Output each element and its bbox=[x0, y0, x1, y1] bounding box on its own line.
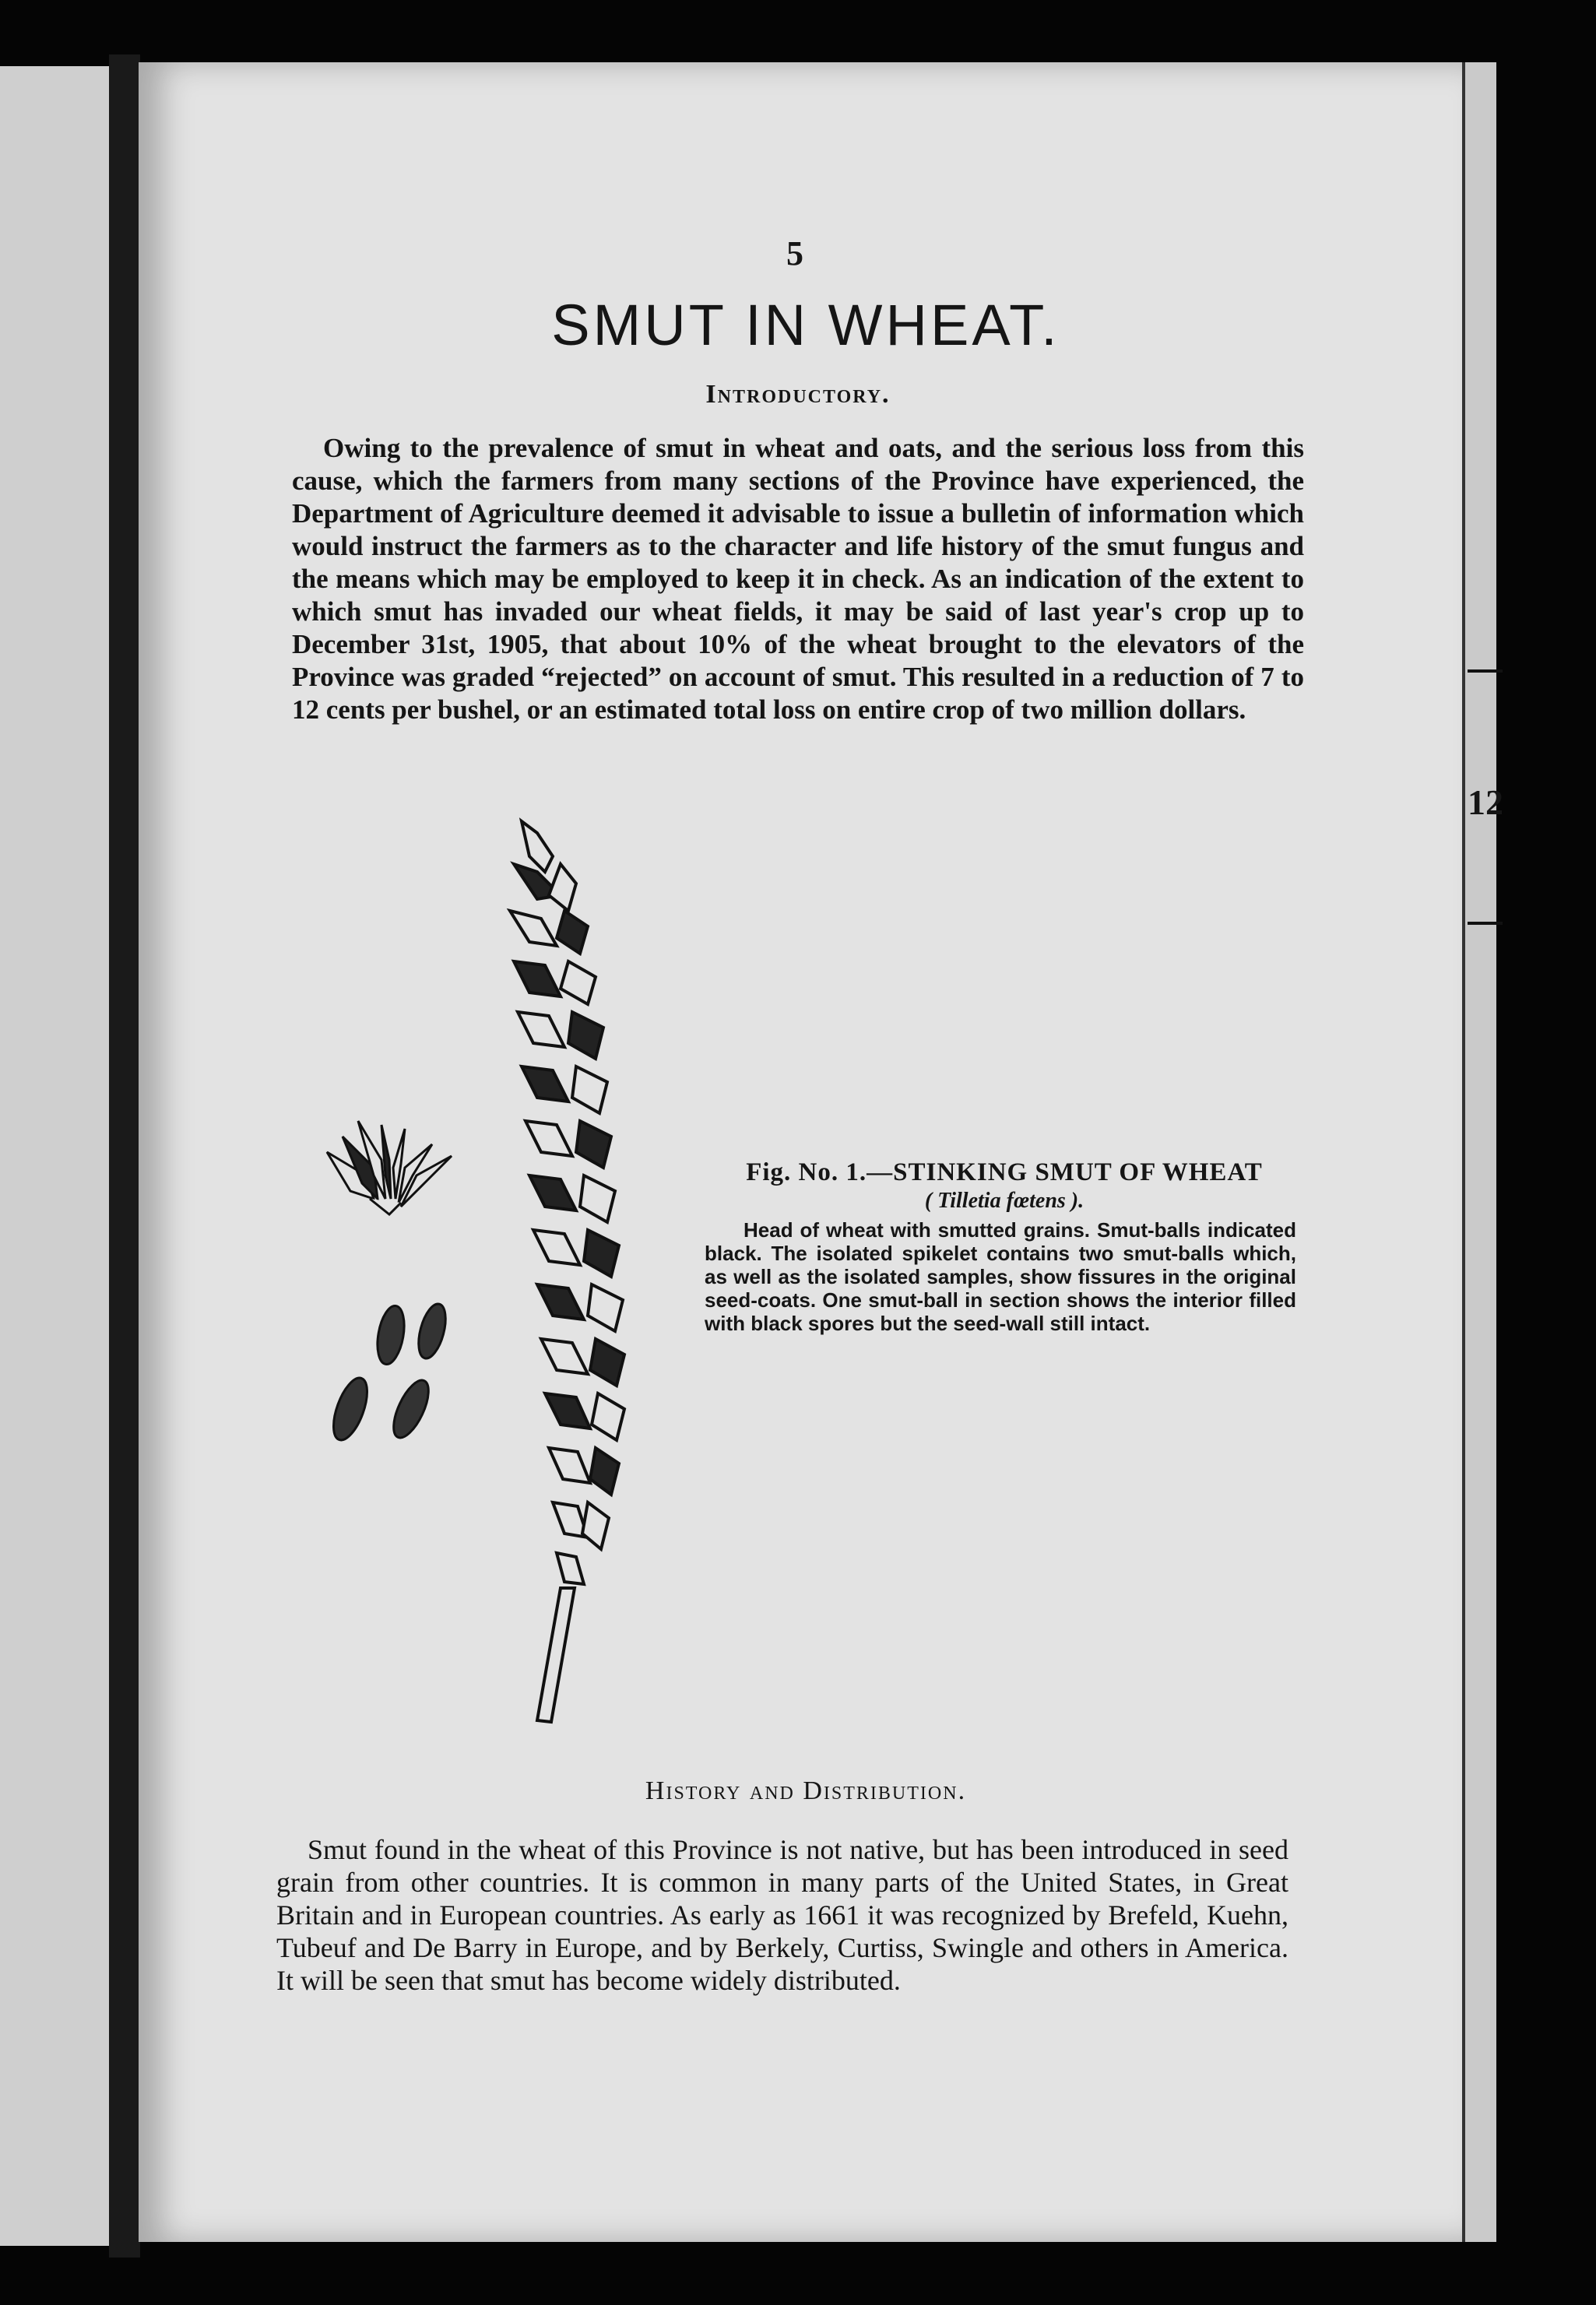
intro-paragraph: Owing to the prevalence of smut in wheat and oats, and the serious loss from this cause, which the farmers from many sections of the Province have experienced, the Department of Agriculture deemed it advisable to issue a bulletin of information which would instruct the farmers as to the character and life history of the smut fungus and the means which may be employed to keep it in check. As an indication of the extent to which smut has invaded our wheat fields, it may be said of last year's crop up to December 31st, 1905, that about 10% of the wheat brought to the elevators of the Province was graded “rejected” on account of smut. This resulted in a reduction of 7 to 12 cents per bushel, or an estimated total loss on entire crop of two million dollars. bbox=[292, 433, 1304, 725]
figure-caption-text: Head of wheat with smutted grains. Smut-balls indicated black. The isolated spikelet contains two smut-balls which, as well as the isolated samples, show fissures in the original seed-coats. One smut-ball in section shows the interior filled with black spores but the seed-wall still intact. bbox=[705, 1218, 1296, 1335]
page-number: 5 bbox=[786, 234, 803, 272]
figure-caption-title: Fig. No. 1.—STINKING SMUT OF WHEAT bbox=[746, 1158, 1263, 1186]
section-subtitle: Introductory. bbox=[705, 380, 891, 409]
wheat-stem bbox=[537, 1588, 575, 1722]
figure-caption-scientific-name: ( Tilletia fœtens ). bbox=[924, 1189, 1085, 1213]
isolated-grains bbox=[327, 1301, 451, 1444]
edge-label-text: 12 bbox=[1468, 782, 1503, 822]
isolated-spikelet bbox=[327, 1121, 452, 1214]
wheat-head bbox=[510, 821, 624, 1584]
page-title: SMUT IN WHEAT. bbox=[551, 293, 1060, 357]
history-paragraph: Smut found in the wheat of this Province is not native, but has been introduced in seed grain from other countries. It is common in many parts of the United States, in Great Britain and in European countries. As early as 1661 it was recognized by Brefeld, Kuehn, Tubeuf and De Barry in Europe, and by Berkely, Curtiss, Swingle and others in America. It will be seen that smut has become widely distributed. bbox=[276, 1834, 1288, 1996]
section-heading-history: History and Distribution. bbox=[645, 1776, 967, 1805]
wheat-illustration bbox=[304, 810, 708, 1744]
edge-label bbox=[1468, 669, 1503, 925]
